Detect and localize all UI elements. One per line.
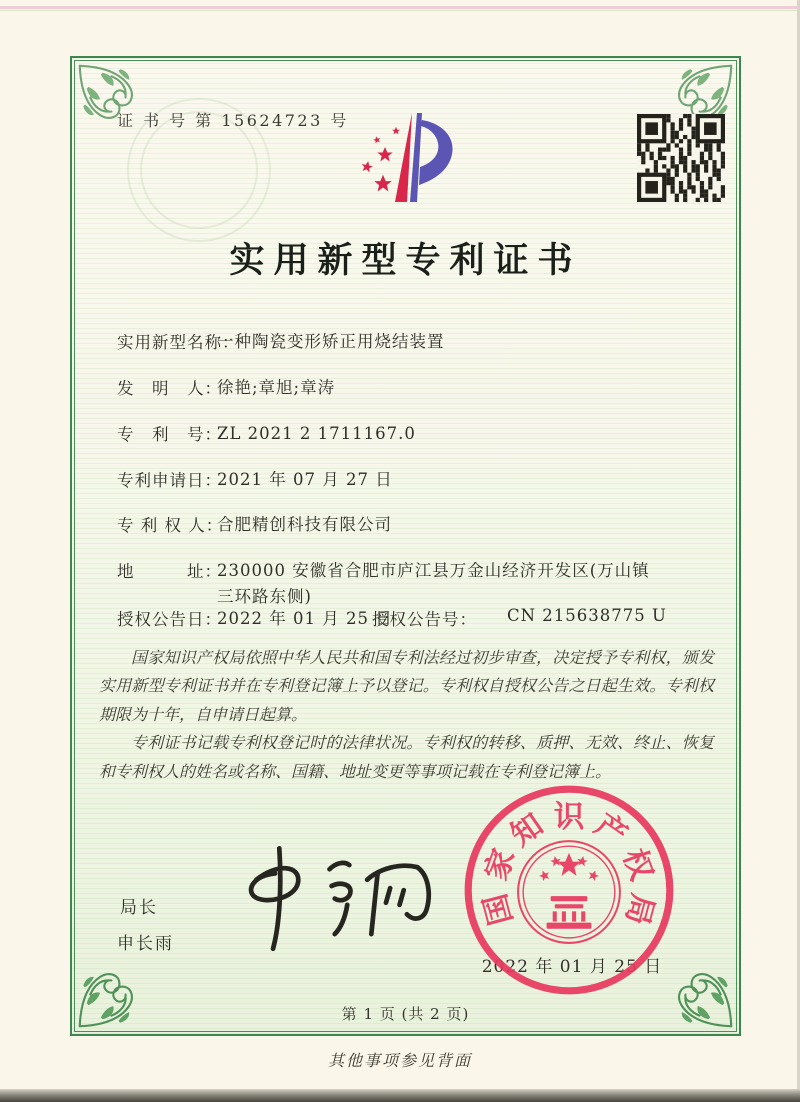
seal-date: 2022 年 01 月 25 日 (481, 957, 663, 977)
qr-code-icon (637, 114, 725, 202)
certificate-title: 实用新型专利证书 (229, 240, 582, 281)
field-value-grant-date: 2022 年 01 月 25 日 (217, 609, 393, 628)
certificate-frame (70, 56, 741, 1036)
field-label-grant-number: 授权公告号： (372, 610, 477, 629)
field-value-filing-date: 2021 年 07 月 27 日 (217, 470, 393, 489)
page-number: 第 1 页 (共 2 页) (341, 1005, 470, 1023)
scan-edge-bottom (0, 1089, 800, 1102)
field-label-name: 实用新型名称： (117, 333, 240, 352)
legal-paragraph-2: 专利证书记载专利权登记时的法律状况。专利权的转移、质押、无效、终止、恢复和专利权人的姓名或名称、国籍、地址变更等事项记载在专利登记簿上。 (99, 733, 714, 781)
seal-char: 权 (615, 844, 660, 886)
seal-char: 家 (478, 844, 523, 886)
field-value-name: 一种陶瓷变形矫正用烧结装置 (217, 332, 445, 351)
field-label-patent-number: 专 利 号： (117, 425, 222, 444)
signature-handwriting-icon (222, 840, 437, 955)
scan-edge-top-line (0, 10, 800, 11)
field-label-filing-date: 专利申请日： (117, 471, 222, 490)
field-value-inventor: 徐艳;章旭;章涛 (217, 378, 336, 397)
field-value-patent-number: ZL 2021 2 1711167.0 (217, 424, 416, 443)
field-label-patentee: 专 利 权 人： (117, 516, 224, 535)
commissioner-title: 局长 (120, 898, 158, 918)
cnipa-seal-icon (457, 778, 681, 1002)
certificate-number: 证 书 号 第 15624723 号 (117, 111, 349, 130)
cnipa-logo-icon (339, 110, 461, 216)
field-label-grant-date: 授权公告日： (117, 610, 222, 629)
commissioner-name: 申长雨 (117, 934, 174, 954)
national-emblem-icon (518, 841, 620, 943)
seal-char: 知 (504, 806, 550, 854)
scan-edge-top (0, 6, 800, 9)
legal-paragraphs (99, 644, 714, 786)
seal-char: 国 (477, 889, 520, 929)
field-label-inventor: 发 明 人： (117, 379, 222, 398)
field-value-patentee: 合肥精创科技有限公司 (217, 515, 392, 534)
back-note: 其他事项参见背面 (327, 1051, 472, 1070)
legal-paragraph-1: 国家知识产权局依照中华人民共和国专利法经过初步审查，决定授予专利权，颁发实用新型专利证书并在专利登记簿上予以登记。专利权自授权公告之日起生效。专利权期限为十年，自申请日起算。 (99, 648, 714, 724)
seal-char: 识 (553, 798, 585, 835)
field-label-address: 地 址： (117, 562, 222, 581)
seal-char: 局 (618, 889, 661, 929)
field-value-grant-number: CN 215638775 U (507, 606, 667, 625)
seal-char: 产 (588, 806, 634, 854)
field-value-address: 230000 安徽省合肥市庐江县万金山经济开发区(万山镇三环路东侧) (217, 561, 650, 606)
